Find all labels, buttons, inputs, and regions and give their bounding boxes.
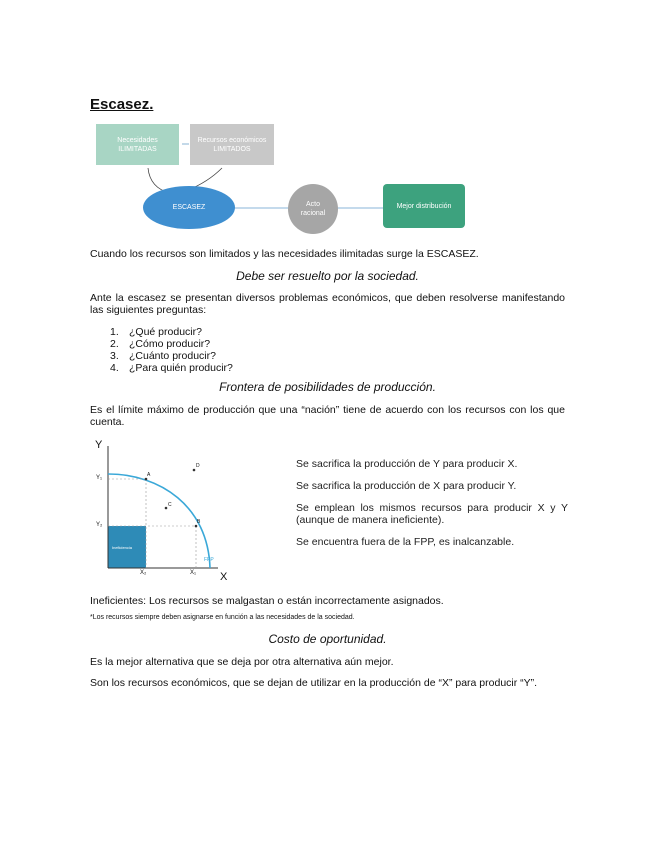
paragraph-inefficient: Ineficientes: Los recursos se malgastan o están incorrectamente asignados. [90, 595, 444, 607]
needs-sublabel: ILIMITADAS [118, 145, 157, 153]
ppf-graph-svg [90, 436, 240, 586]
note-c: Se emplean los mismos recursos para producir X y Y (aunque de manera ineficiente). [296, 502, 568, 526]
scarcity-diagram [90, 120, 470, 235]
rational-act-circle [288, 184, 338, 234]
point-c-label: C [168, 502, 172, 508]
resources-label: Recursos económicos [197, 136, 267, 144]
act-sublabel: racional [300, 210, 326, 217]
paragraph-scarcity: Cuando los recursos son limitados y las necesidades ilimitadas surge la ESCASEZ. [90, 248, 479, 260]
note-d: Se encuentra fuera de la FPP, es inalcanzable. [296, 536, 515, 548]
footnote: *Los recursos siempre deben asignarse en función a las necesidades de la sociedad. [90, 614, 355, 621]
y1-label: Y₁ [96, 475, 103, 481]
act-label: Acto [305, 201, 320, 208]
graph-notes [296, 458, 568, 548]
list-item: 4. ¿Para quién producir? [110, 362, 233, 374]
x-axis-label: X [220, 571, 228, 583]
page-title: Escasez. [90, 96, 154, 113]
paragraph-problems: Ante la escasez se presentan diversos problemas económicos, que deben resolverse manifestando las siguientes preguntas: [90, 292, 565, 316]
fpp-label: FPP [204, 557, 214, 563]
heading-society: Debe ser resuelto por la sociedad. [236, 269, 419, 283]
paragraph-opportunity-2: Son los recursos económicos, que se dejan de utilizar en la producción de “X” para producir “Y”. [90, 677, 538, 689]
list-item: 1. ¿Qué producir? [110, 326, 202, 338]
resources-box [190, 124, 274, 165]
ineff-label: Ineficiencia [112, 545, 133, 550]
paragraph-opportunity-1: Es la mejor alternativa que se deja por otra alternativa aún mejor. [90, 656, 394, 668]
y2-label: Y₂ [96, 522, 103, 528]
point-b-label: B [197, 519, 201, 525]
ppf-graph [90, 436, 240, 586]
scarcity-ellipse [143, 186, 235, 229]
list-item: 3. ¿Cuánto producir? [110, 350, 216, 362]
resources-sublabel: LIMITADOS [213, 145, 251, 153]
note-b: Se sacrifica la producción de X para producir Y. [296, 480, 517, 492]
heading-ppf: Frontera de posibilidades de producción. [219, 380, 436, 394]
point-d-label: D [196, 463, 200, 469]
note-a: Se sacrifica la producción de Y para producir X. [296, 458, 518, 470]
heading-opportunity-cost: Costo de oportunidad. [268, 632, 387, 646]
list-item: 2. ¿Cómo producir? [110, 338, 211, 350]
better-distribution-box [383, 184, 465, 228]
point-a-label: A [147, 472, 151, 478]
needs-box [96, 124, 179, 165]
x1-label: X₁ [190, 570, 197, 576]
scarcity-label: ESCASEZ [172, 204, 206, 211]
questions-list [110, 326, 233, 374]
needs-label: Necesidades [117, 136, 158, 144]
x2-label: X₂ [140, 570, 147, 576]
paragraph-ppf-definition: Es el límite máximo de producción que una “nación” tiene de acuerdo con los recursos con los que cuenta. [90, 404, 565, 428]
better-distribution-label: Mejor distribución [396, 202, 452, 210]
y-axis-label: Y [95, 439, 103, 451]
